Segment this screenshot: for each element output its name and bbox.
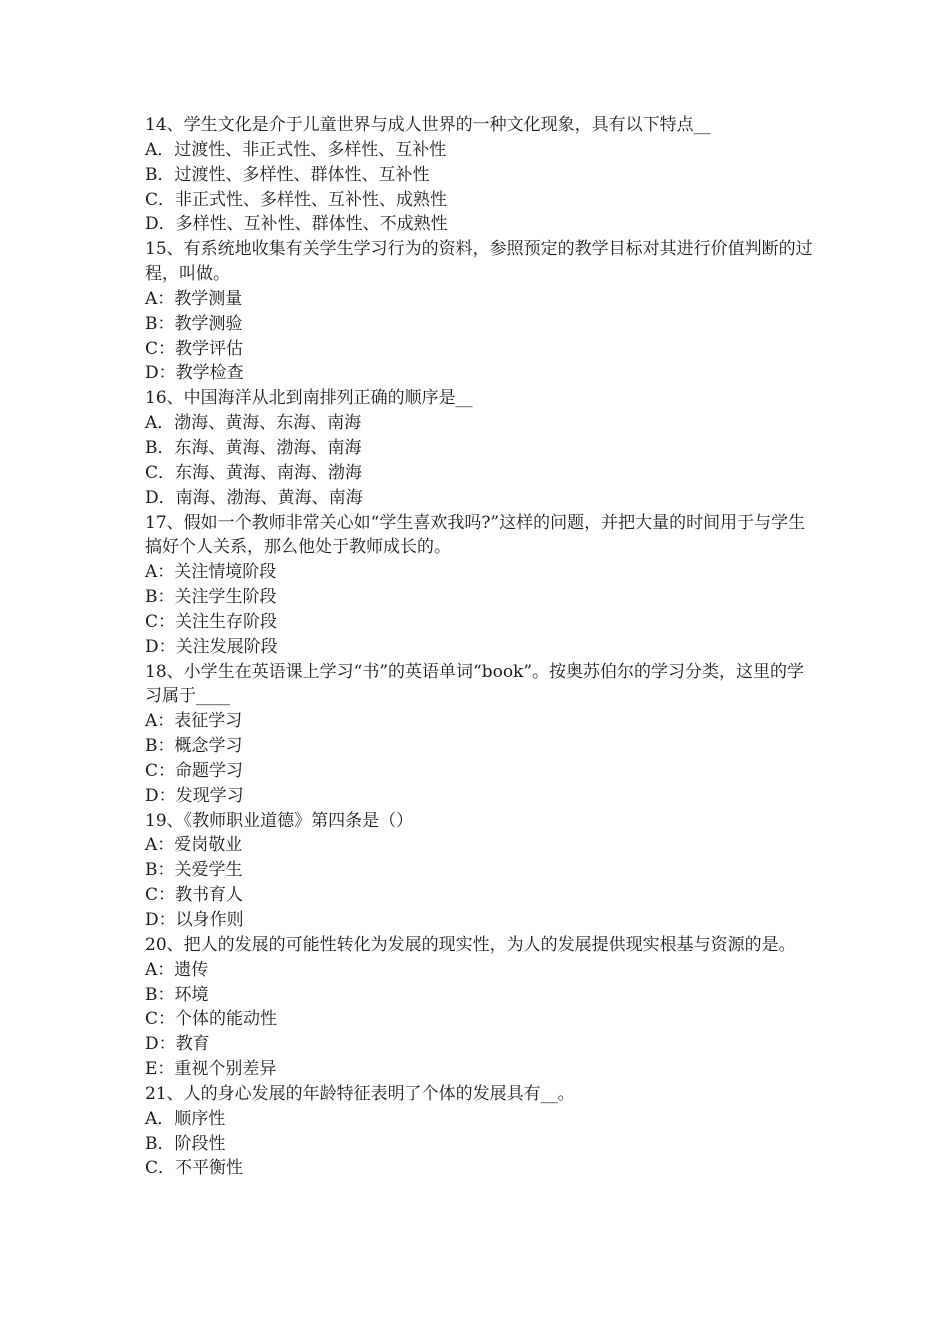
- question-18: [145, 660, 815, 809]
- option-d: D：教育: [145, 1034, 210, 1055]
- option-a: A：遗传: [145, 959, 209, 980]
- option-c: C：教书育人: [145, 885, 244, 906]
- option-a: A：教学测量: [145, 288, 243, 309]
- option-c: C：关注生存阶段: [145, 611, 278, 632]
- option-b: B：环境: [145, 984, 209, 1005]
- option-b: B：教学测验: [145, 313, 243, 334]
- question-20: [145, 933, 815, 1082]
- option-d: D：关注发展阶段: [145, 636, 278, 657]
- question-14: [145, 113, 815, 237]
- option-a: A．渤海、黄海、东海、南海: [145, 413, 362, 434]
- option-b: B：关注学生阶段: [145, 587, 277, 608]
- option-a: A：爱岗敬业: [145, 835, 243, 856]
- question-text: 14、学生文化是介于儿童世界与成人世界的一种文化现象，具有以下特点__: [145, 115, 711, 135]
- question-text: 20、把人的发展的可能性转化为发展的现实性，为人的发展提供现实根基与资源的是。: [145, 934, 796, 955]
- option-b: B：关爱学生: [145, 860, 243, 881]
- question-text: 21、人的身心发展的年龄特征表明了个体的发展具有__。: [145, 1083, 575, 1104]
- question-text: 17、假如一个教师非常关心如“学生喜欢我吗?”这样的问题，并把大量的时间用于与学生搞好个人关系，那么他处于教师成长的。: [145, 512, 806, 558]
- option-d: D：发现学习: [145, 785, 244, 806]
- option-c: C：命题学习: [145, 760, 244, 781]
- question-text: 16、中国海洋从北到南排列正确的顺序是__: [145, 388, 473, 409]
- question-text: 18、小学生在英语课上学习“书”的英语单词“book”。按奥苏伯尔的学习分类，这里的学习属于____: [145, 661, 805, 707]
- option-c: C．不平衡性: [145, 1158, 244, 1179]
- question-16: [145, 386, 815, 510]
- option-a: A：表征学习: [145, 711, 243, 732]
- option-d: D：教学检查: [145, 363, 244, 384]
- option-b: B．阶段性: [145, 1133, 226, 1154]
- question-19: [145, 809, 815, 933]
- question-17: [145, 511, 815, 660]
- option-b: B．东海、黄海、渤海、南海: [145, 437, 362, 458]
- question-text: 15、有系统地收集有关学生学习行为的资料，参照预定的教学目标对其进行价值判断的过程，叫做。: [145, 239, 813, 285]
- option-d: D：以身作则: [145, 910, 244, 930]
- option-d: D．南海、渤海、黄海、南海: [145, 487, 363, 508]
- option-c: C：个体的能动性: [145, 1009, 278, 1030]
- option-d: D．多样性、互补性、群体性、不成熟性: [145, 214, 448, 235]
- option-e: E：重视个别差异: [145, 1059, 277, 1080]
- option-c: C：教学评估: [145, 338, 244, 359]
- option-b: B：概念学习: [145, 736, 243, 757]
- question-15: [145, 237, 815, 386]
- option-b: B．过渡性、多样性、群体性、互补性: [145, 164, 430, 185]
- option-a: A：关注情境阶段: [145, 562, 277, 583]
- option-a: A．过渡性、非正式性、多样性、互补性: [145, 139, 447, 160]
- option-c: C．非正式性、多样性、互补性、成熟性: [145, 189, 448, 210]
- document-page: [145, 113, 815, 1181]
- option-a: A．顺序性: [145, 1108, 226, 1129]
- option-c: C．东海、黄海、南海、渤海: [145, 462, 363, 483]
- question-21: [145, 1082, 815, 1181]
- question-text: 19、《教师职业道德》第四条是（）: [145, 810, 414, 831]
